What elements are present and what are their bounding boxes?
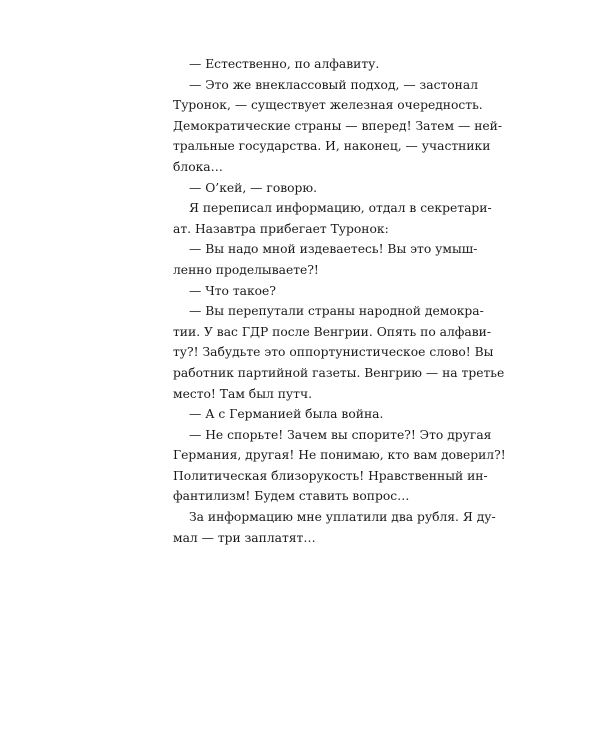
text-line: фантилизм! Будем ставить вопрос… [173, 489, 410, 504]
text-line: — А с Германией была война. [189, 407, 384, 422]
text-line: — Что такое? [189, 283, 276, 298]
text-line: — Вы перепутали страны народной демокра- [189, 304, 484, 319]
text-line: Я переписал информацию, отдал в секретари- [189, 201, 492, 216]
text-line: — О’кей, — говорю. [189, 180, 318, 195]
text-line: Политическая близорукость! Нравственный ин- [173, 468, 488, 483]
text-line: ту?! Забудьте это оппортунистическое слово! Вы [173, 345, 494, 360]
text-line: Туронок, — существует железная очередность. [173, 98, 483, 113]
text-line: За информацию мне уплатили два рубля. Я ду- [189, 510, 496, 525]
text-line: мал — три заплатят… [173, 530, 316, 545]
text-line: место! Там был путч. [173, 386, 312, 401]
text-line: — Не спорьте! Зачем вы спорите?! Это другая [189, 427, 492, 442]
text-line: ленно проделываете?! [173, 262, 319, 277]
text-line: тии. У вас ГДР после Венгрии. Опять по алфави- [173, 324, 492, 339]
text-line: блока… [173, 159, 223, 174]
text-line: — Вы надо мной издеваетесь! Вы это умыш- [189, 242, 478, 257]
text-line: ат. Назавтра прибегает Туронок: [173, 221, 389, 236]
body-text [173, 54, 506, 548]
text-line: Германия, другая! Не понимаю, кто вам доверил?! [173, 448, 506, 463]
text-line: — Это же внеклассовый подход, — застонал [189, 77, 479, 92]
text-line: работник партийной газеты. Венгрию — на третье [173, 365, 505, 380]
text-line: — Естественно, по алфавиту. [189, 57, 380, 71]
text-line: тральные государства. И, наконец, — участники [173, 139, 491, 154]
text-line: Демократические страны — вперед! Затем — ней- [173, 118, 503, 133]
